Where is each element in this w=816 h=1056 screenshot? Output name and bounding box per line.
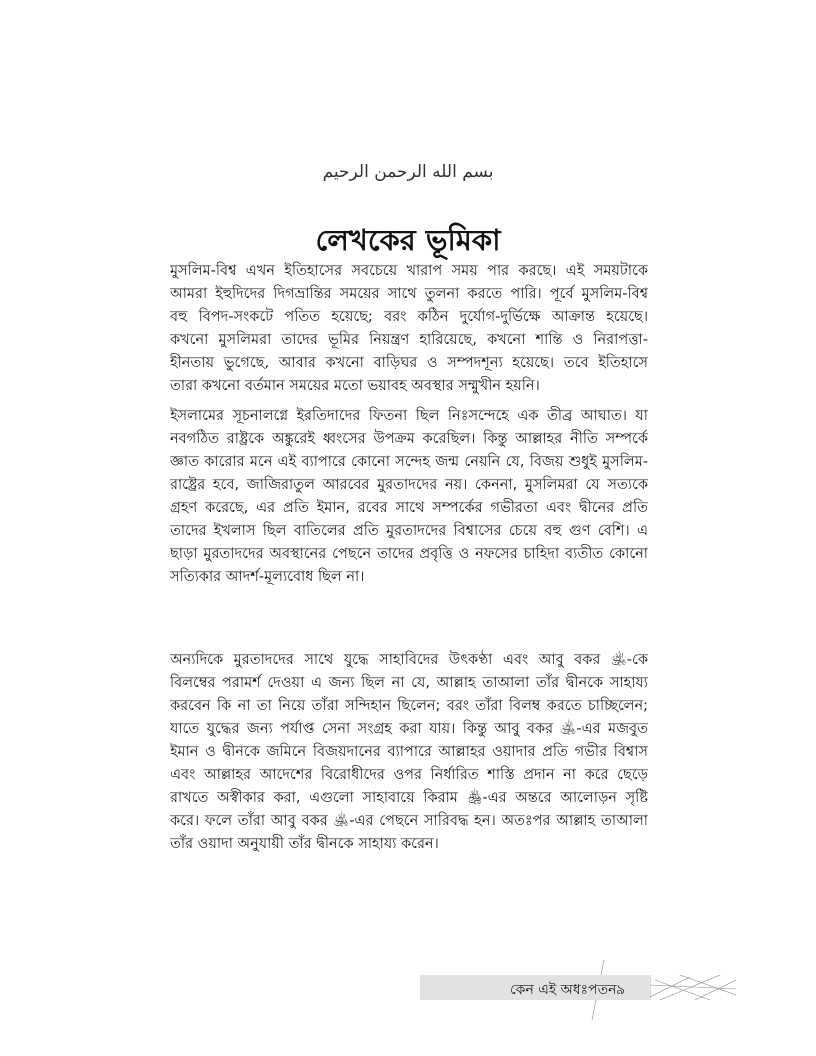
text-line: করে। ফলে তাঁরা আবু বকর ﵁-এর পেছনে সারিবদ্ধ হন। অতঃপর আল্লাহ তাআলা — [170, 813, 648, 829]
text-line: এবং আল্লাহর আদেশের বিরোধীদের ওপর নির্ধারিত শাস্তি প্রদান না করে ছেড়ে — [170, 767, 648, 783]
text-line: তাদের ইখলাস ছিল বাতিলের প্রতি মুরতাদদের বিশ্বাসের চেয়ে বহু গুণ বেশি। এ — [170, 523, 648, 539]
text-line: জ্ঞাত কারোর মনে এই ব্যাপারে কোনো সন্দেহ জন্ম নেয়নি যে, বিজয় শুধুই মুসলিম- — [170, 454, 648, 470]
text-line: আমরা ইহুদিদের দিগভ্রান্তির সময়ের সাথে তুলনা করতে পারি। পূর্বে মুসলিম-বিশ্ব — [170, 286, 648, 302]
text-line: যাতে যুদ্ধের জন্য পর্যাপ্ত সেনা সংগ্রহ করা যায়। কিন্তু আবু বকর ﵁-এর মজবুত — [170, 721, 648, 737]
text-line: কখনো মুসলিমরা তাদের ভূমির নিয়ন্ত্রণ হারিয়েছে, কখনো শান্তি ও নিরাপত্তা- — [170, 332, 648, 348]
text-line: হীনতায় ভুগেছে, আবার কখনো বাড়িঘর ও সম্পদশূন্য হয়েছে। তবে ইতিহাসে — [170, 355, 648, 371]
text-line: ইমান ও দ্বীনকে জমিনে বিজয়দানের ব্যাপারে আল্লাহর ওয়াদার প্রতি গভীর বিশ্বাস — [170, 744, 648, 760]
text-line: ইসলামের সূচনালগ্নে ইরতিদাদের ফিতনা ছিল নিঃসন্দেহে এক তীব্র আঘাত। যা — [170, 408, 648, 424]
text-line: করবেন কি না তা নিয়ে তাঁরা সন্দিহান ছিলেন; বরং তাঁরা বিলম্ব করতে চাচ্ছিলেন; — [170, 698, 648, 714]
page-number: ৯ — [616, 982, 626, 998]
text-line: নবগঠিত রাষ্ট্রকে অঙ্কুরেই ধ্বংসের উপক্রম করেছিল। কিন্তু আল্লাহর নীতি সম্পর্কে — [170, 431, 648, 447]
text-line: তারা কখনো বর্তমান সময়ের মতো ভয়াবহ অবস্থার সম্মুখীন হয়নি। — [170, 378, 540, 394]
text-line: রাষ্ট্রের হবে, জাজিরাতুল আরবের মুরতাদদের নয়। কেননা, মুসলিমরা যে সত্যকে — [170, 477, 648, 493]
text-line: মুসলিম-বিশ্ব এখন ইতিহাসের সবচেয়ে খারাপ সময় পার করছে। এই সময়টাকে — [170, 263, 648, 279]
text-line: অন্যদিকে মুরতাদদের সাথে যুদ্ধে সাহাবিদের উৎকণ্ঠা এবং আবু বকর ﵁-কে — [170, 652, 648, 668]
text-line: গ্রহণ করেছে, এর প্রতি ইমান, রবের সাথে সম্পর্কের গভীরতা এবং দ্বীনের প্রতি — [170, 500, 648, 516]
paragraph-3 — [170, 649, 648, 856]
paragraph-2 — [170, 405, 648, 589]
decorative-hatch-pattern — [650, 975, 736, 1000]
text-line: বিলম্বের পরামর্শ দেওয়া এ জন্য ছিল না যে, আল্লাহ তাআলা তাঁর দ্বীনকে সাহায্য — [170, 675, 648, 691]
text-line: রাখতে অস্বীকার করা, এগুলো সাহাবায়ে কিরাম ﵃-এর অন্তরে আলোড়ন সৃষ্টি — [170, 790, 648, 806]
text-line: সত্যিকার আদর্শ-মূল্যবোধ ছিল না। — [170, 569, 365, 585]
running-book-title: কেন এই অধঃপতন — [510, 982, 617, 998]
page-footer — [420, 975, 736, 1000]
text-line: বহু বিপদ-সংকটে পতিত হয়েছে; বরং কঠিন দুর্যোগ-দুর্ভিক্ষে আক্রান্ত হয়েছে। — [170, 309, 648, 325]
bismillah-calligraphy: بسم الله الرحمن الرحيم — [322, 162, 494, 182]
paragraph-1 — [170, 260, 648, 398]
page-title: লেখকের ভূমিকা — [315, 223, 501, 257]
text-line: তাঁর ওয়াদা অনুযায়ী তাঁর দ্বীনকে সাহায্য করেন। — [170, 836, 439, 852]
text-line: ছাড়া মুরতাদদের অবস্থানের পেছনে তাদের প্রবৃত্তি ও নফসের চাহিদা ব্যতীত কোনো — [170, 546, 648, 562]
